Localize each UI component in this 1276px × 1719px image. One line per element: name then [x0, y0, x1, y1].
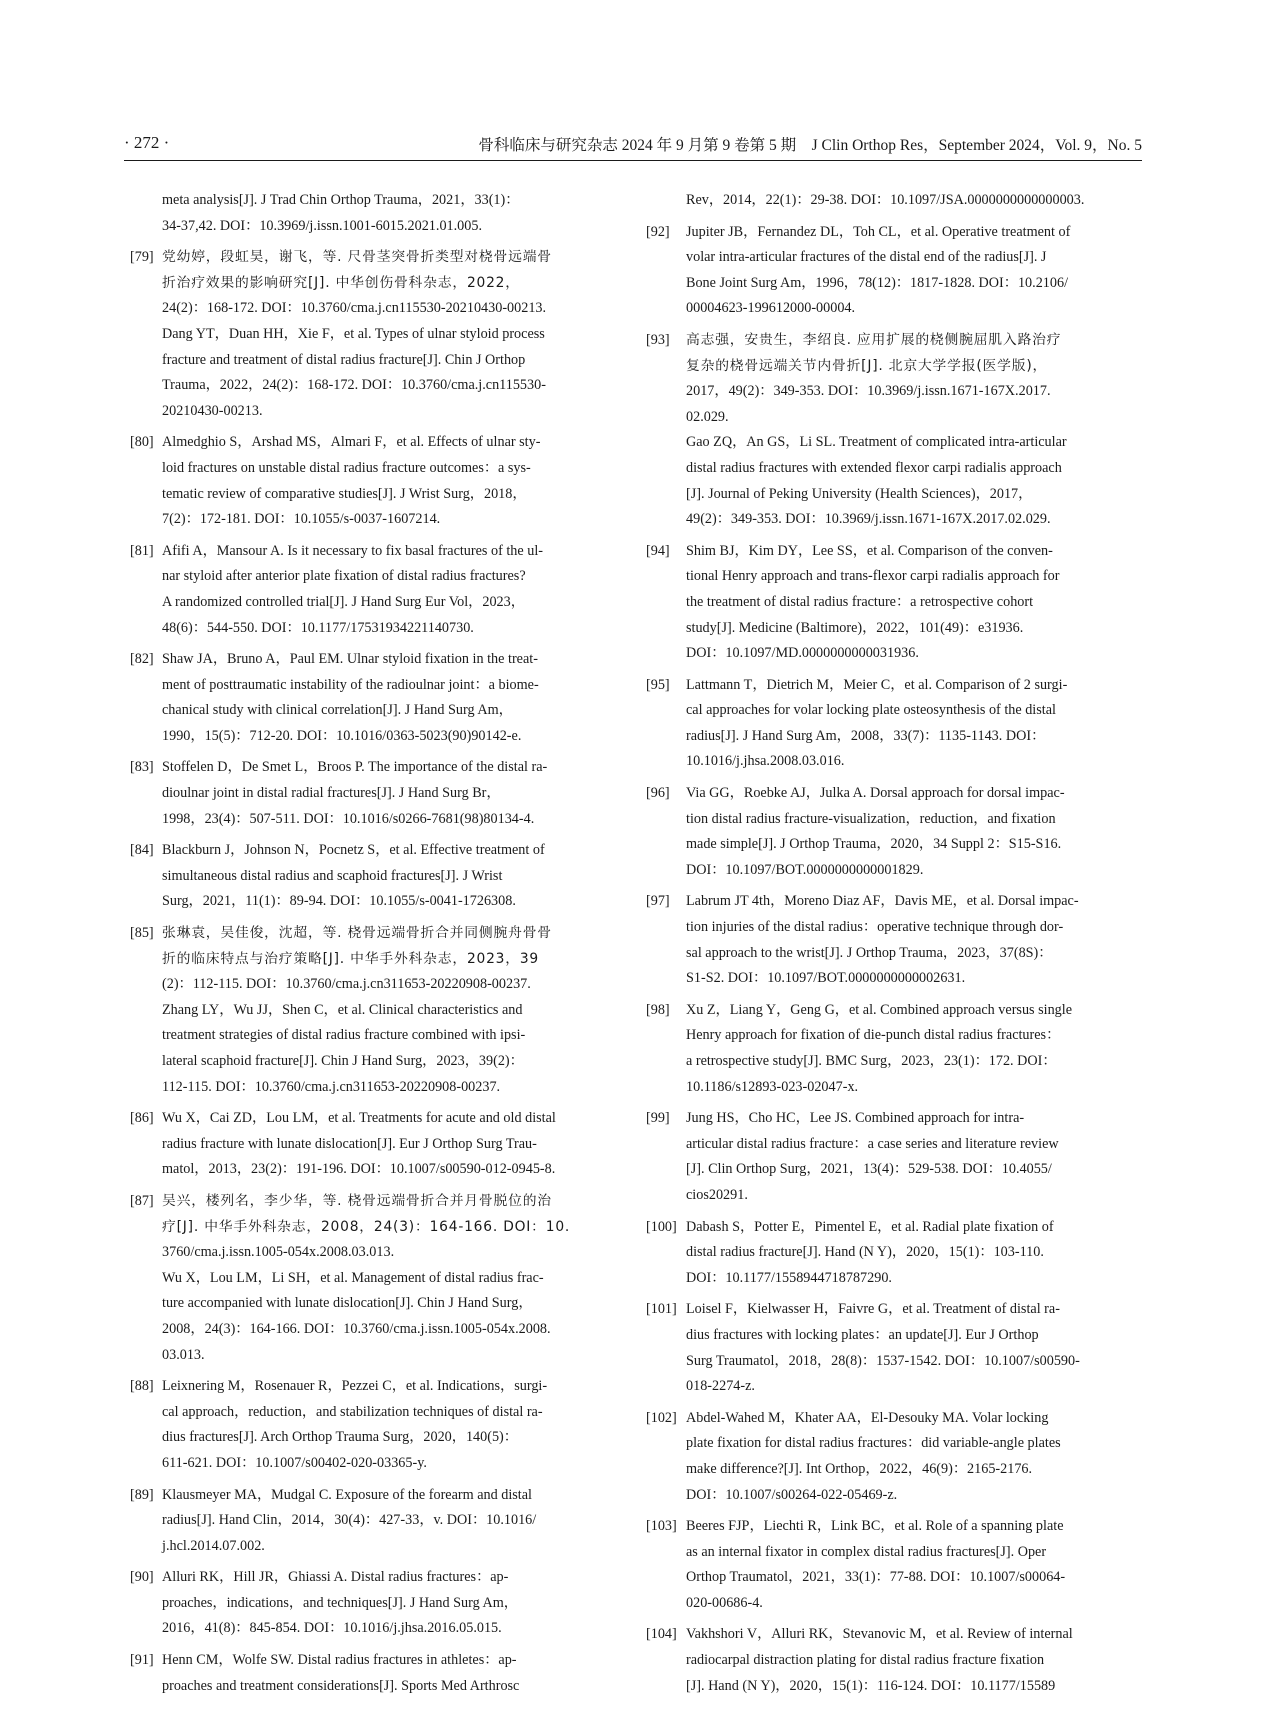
reference-line: Abdel-Wahed M，Khater AA，El-Desouky MA. Volar locking: [686, 1409, 1049, 1426]
reference-text: [162, 921, 598, 1100]
reference-entry: [646, 781, 1114, 883]
reference-line: a retrospective study[J]. BMC Surg，2023，23(1)：172. DOI：: [686, 1053, 1057, 1069]
reference-number: [86]: [130, 1110, 154, 1127]
reference-entry: [646, 1406, 1114, 1508]
reference-line: Zhang LY，Wu JJ，Shen C，et al. Clinical characteristics and: [162, 1001, 523, 1018]
reference-line: A randomized controlled trial[J]. J Hand Surg Eur Vol，2023，: [162, 593, 525, 610]
reference-line: Orthop Traumatol，2021，33(1)：77-88. DOI：10.1007/s00064-: [686, 1569, 1066, 1586]
reference-entry: [646, 1622, 1114, 1699]
reference-number: [100]: [646, 1218, 677, 1235]
reference-entry: [130, 921, 598, 1100]
reference-line: Dang YT，Duan HH，Xie F，et al. Types of ulnar styloid process: [162, 325, 545, 342]
reference-line: 02.029.: [686, 408, 729, 425]
reference-line: tion injuries of the distal radius：operative technique through dor-: [686, 919, 1064, 936]
reference-line: 2016，41(8)：845-854. DOI：10.1016/j.jhsa.2016.05.015.: [162, 1620, 502, 1637]
reference-text: [162, 188, 598, 239]
reference-line: 折治疗效果的影响研究[J]. 中华创伤骨科杂志，2022，: [162, 274, 520, 291]
reference-line: the treatment of distal radius fracture：a retrospective cohort: [686, 593, 1034, 610]
reference-line: Stoffelen D，De Smet L，Broos P. The importance of the distal ra-: [162, 759, 548, 776]
reference-entry: [646, 998, 1114, 1100]
reference-line: [J]. Journal of Peking University (Health Sciences)，2017，: [686, 485, 1033, 502]
reference-line: proaches，indications，and techniques[J]. J Hand Surg Am，: [162, 1594, 518, 1611]
reference-text: [162, 647, 598, 749]
reference-text: [162, 838, 598, 915]
reference-number: [102]: [646, 1409, 677, 1426]
reference-entry: [646, 539, 1114, 667]
reference-line: simultaneous distal radius and scaphoid fractures[J]. J Wrist: [162, 867, 503, 884]
reference-continuation: [130, 188, 598, 239]
reference-text: [162, 1565, 598, 1642]
reference-number: [101]: [646, 1301, 677, 1318]
reference-text: [162, 1106, 598, 1183]
reference-line: tematic review of comparative studies[J]. J Wrist Surg，2018，: [162, 485, 527, 502]
reference-line: DOI：10.1177/1558944718787290.: [686, 1269, 892, 1286]
reference-line: as an internal fixator in complex distal radius fractures[J]. Oper: [686, 1543, 1047, 1560]
reference-number: [84]: [130, 842, 154, 859]
reference-number: [83]: [130, 759, 154, 776]
reference-line: radius fracture with lunate dislocation[J]. Eur J Orthop Surg Trau-: [162, 1135, 537, 1152]
reference-line: dius fractures with locking plates：an update[J]. Eur J Orthop: [686, 1326, 1039, 1343]
reference-text: [686, 998, 1114, 1100]
reference-line: Jupiter JB，Fernandez DL，Toh CL，et al. Operative treatment of: [686, 223, 1071, 240]
reference-number: [81]: [130, 542, 154, 559]
reference-entry: [646, 328, 1114, 533]
reference-line: Trauma，2022，24(2)：168-172. DOI：10.3760/cma.j.cn115530-: [162, 377, 546, 394]
reference-line: dioulnar joint in distal radial fractures[J]. J Hand Surg Br，: [162, 785, 501, 802]
reference-line: Dabash S，Potter E，Pimentel E，et al. Radial plate fixation of: [686, 1218, 1054, 1235]
reference-line: cios20291.: [686, 1186, 748, 1203]
reference-number: [98]: [646, 1001, 670, 1018]
reference-line: Jung HS，Cho HC，Lee JS. Combined approach for intra-: [686, 1110, 1025, 1127]
reference-text: [686, 673, 1114, 775]
reference-entry: [130, 1648, 598, 1699]
reference-line: radius[J]. J Hand Surg Am，2008，33(7)：1135-1143. DOI：: [686, 727, 1046, 744]
reference-text: [686, 539, 1114, 667]
reference-number: [103]: [646, 1518, 677, 1535]
reference-line: distal radius fractures with extended flexor carpi radialis approach: [686, 459, 1062, 476]
reference-line: 20210430-00213.: [162, 402, 263, 419]
reference-line: 48(6)：544-550. DOI：10.1177/17531934221140730.: [162, 619, 474, 636]
reference-line: Wu X，Lou LM，Li SH，et al. Management of distal radius frac-: [162, 1269, 544, 1286]
reference-entry: [646, 220, 1114, 322]
reference-text: [686, 188, 1114, 214]
reference-line: cal approach，reduction，and stabilization techniques of distal ra-: [162, 1403, 543, 1420]
reference-line: Lattmann T，Dietrich M，Meier C，et al. Comparison of 2 surgi-: [686, 676, 1068, 693]
reference-number: [92]: [646, 223, 670, 240]
reference-line: [J]. Hand (N Y)，2020，15(1)：116-124. DOI：10.1177/15589: [686, 1677, 1056, 1694]
reference-line: 2017，49(2)：349-353. DOI：10.3969/j.issn.1671-167X.2017.: [686, 383, 1051, 400]
reference-entry: [130, 1483, 598, 1560]
reference-line: matol，2013，23(2)：191-196. DOI：10.1007/s00590-012-0945-8.: [162, 1161, 556, 1178]
reference-line: 张琳袁，吴佳俊，沈超，等. 桡骨远端骨折合并同侧腕舟骨骨: [162, 925, 552, 942]
reference-text: [686, 328, 1114, 533]
reference-line: study[J]. Medicine (Baltimore)，2022，101(49)：e31936.: [686, 619, 1024, 636]
reference-text: [162, 1648, 598, 1699]
reference-number: [95]: [646, 676, 670, 693]
reference-entry: [130, 1374, 598, 1476]
left-reference-column: [130, 188, 598, 1705]
reference-line: Wu X，Cai ZD，Lou LM，et al. Treatments for acute and old distal: [162, 1110, 556, 1127]
reference-text: [686, 220, 1114, 322]
reference-line: 党幼婷，段虹昊，谢飞，等. 尺骨茎突骨折类型对桡骨远端骨: [162, 249, 552, 266]
reference-text: [686, 1297, 1114, 1399]
reference-entry: [130, 647, 598, 749]
reference-line: Labrum JT 4th，Moreno Diaz AF，Davis ME，et al. Dorsal impac-: [686, 893, 1079, 910]
reference-line: dius fractures[J]. Arch Orthop Trauma Surg，2020，140(5)：: [162, 1429, 518, 1446]
reference-line: Alluri RK，Hill JR，Ghiassi A. Distal radius fractures：ap-: [162, 1569, 509, 1586]
reference-line: 24(2)：168-172. DOI：10.3760/cma.j.cn115530-20210430-00213.: [162, 300, 547, 317]
reference-line: DOI：10.1097/MD.0000000000031936.: [686, 645, 919, 662]
reference-line: 1998，23(4)：507-511. DOI：10.1016/s0266-7681(98)80134-4.: [162, 810, 535, 827]
reference-number: [82]: [130, 651, 154, 668]
reference-entry: [130, 539, 598, 641]
reference-entry: [646, 1106, 1114, 1208]
reference-text: [162, 430, 598, 532]
reference-number: [104]: [646, 1626, 677, 1643]
reference-entry: [646, 1514, 1114, 1616]
reference-text: [686, 1406, 1114, 1508]
reference-line: articular distal radius fracture：a case series and literature review: [686, 1135, 1059, 1152]
reference-entry: [646, 1297, 1114, 1399]
reference-text: [686, 1106, 1114, 1208]
reference-line: 03.013.: [162, 1346, 205, 1363]
reference-entry: [646, 1215, 1114, 1292]
reference-text: [162, 539, 598, 641]
reference-line: Klausmeyer MA，Mudgal C. Exposure of the forearm and distal: [162, 1486, 532, 1503]
reference-line: DOI：10.1007/s00264-022-05469-z.: [686, 1486, 898, 1503]
reference-line: Xu Z，Liang Y，Geng G，et al. Combined approach versus single: [686, 1001, 1072, 1018]
reference-number: [91]: [130, 1652, 154, 1669]
reference-line: plate fixation for distal radius fractures：did variable-angle plates: [686, 1435, 1061, 1452]
reference-line: Gao ZQ，An GS，Li SL. Treatment of complicated intra-articular: [686, 434, 1067, 451]
reference-line: 34-37,42. DOI：10.3969/j.issn.1001-6015.2021.01.005.: [162, 217, 483, 234]
running-title: 骨科临床与研究杂志 2024 年 9 月第 9 卷第 5 期 J Clin Orthop Res，September 2024，Vol. 9，No. 5: [478, 137, 1142, 154]
reference-text: [162, 1374, 598, 1476]
right-reference-column: [646, 188, 1114, 1705]
reference-line: ment of posttraumatic instability of the radioulnar joint：a biome-: [162, 676, 539, 693]
reference-line: Afifi A，Mansour A. Is it necessary to fix basal fractures of the ul-: [162, 542, 543, 559]
reference-line: tional Henry approach and trans-flexor carpi radialis approach for: [686, 568, 1060, 585]
reference-line: Leixnering M，Rosenauer R，Pezzei C，et al. Indications，surgi-: [162, 1378, 548, 1395]
reference-line: 吴兴，楼列名，李少华，等. 桡骨远端骨折合并月骨脱位的治: [162, 1192, 552, 1209]
page-header: [124, 133, 1142, 157]
reference-text: [686, 781, 1114, 883]
page-number: · 272 ·: [124, 133, 170, 152]
reference-line: 020-00686-4.: [686, 1594, 763, 1611]
reference-line: Shaw JA，Bruno A，Paul EM. Ulnar styloid fixation in the treat-: [162, 651, 538, 668]
reference-line: ture accompanied with lunate dislocation[J]. Chin J Hand Surg，: [162, 1295, 533, 1312]
reference-entry: [130, 245, 598, 424]
reference-entry: [646, 673, 1114, 775]
reference-line: 611-621. DOI：10.1007/s00402-020-03365-y.: [162, 1454, 427, 1471]
reference-line: volar intra-articular fractures of the distal end of the radius[J]. J: [686, 249, 1047, 266]
reference-line: Beeres FJP，Liechti R，Link BC，et al. Role of a spanning plate: [686, 1518, 1064, 1535]
reference-number: [85]: [130, 925, 154, 942]
reference-text: [686, 1514, 1114, 1616]
reference-line: Henn CM，Wolfe SW. Distal radius fractures in athletes：ap-: [162, 1652, 517, 1669]
reference-line: treatment strategies of distal radius fracture combined with ipsi-: [162, 1027, 526, 1044]
reference-line: tion distal radius fracture-visualization，reduction，and fixation: [686, 810, 1056, 827]
reference-entry: [130, 1189, 598, 1368]
reference-line: proaches and treatment considerations[J]. Sports Med Arthrosc: [162, 1677, 520, 1694]
reference-number: [79]: [130, 249, 154, 266]
reference-line: 2008，24(3)：164-166. DOI：10.3760/cma.j.issn.1005-054x.2008.: [162, 1320, 551, 1337]
reference-line: nar styloid after anterior plate fixation of distal radius fractures?: [162, 568, 526, 585]
header-rule: [124, 160, 1142, 161]
reference-line: cal approaches for volar locking plate osteosynthesis of the distal: [686, 702, 1056, 719]
reference-line: Shim BJ，Kim DY，Lee SS，et al. Comparison of the conven-: [686, 542, 1053, 559]
reference-line: DOI：10.1097/BOT.0000000000001829.: [686, 861, 924, 878]
reference-text: [162, 1483, 598, 1560]
reference-line: sal approach to the wrist[J]. J Orthop Trauma，2023，37(8S)：: [686, 944, 1053, 961]
reference-number: [94]: [646, 542, 670, 559]
reference-entry: [646, 889, 1114, 991]
reference-line: S1-S2. DOI：10.1097/BOT.0000000000002631.: [686, 970, 966, 987]
reference-line: 1990，15(5)：712-20. DOI：10.1016/0363-5023(90)90142-e.: [162, 727, 522, 744]
reference-line: made simple[J]. J Orthop Trauma，2020，34 Suppl 2：S15-S16.: [686, 836, 1062, 853]
reference-line: 疗[J]. 中华手外科杂志，2008，24(3)：164-166. DOI：10.: [162, 1218, 571, 1235]
reference-text: [686, 1622, 1114, 1699]
reference-entry: [130, 755, 598, 832]
reference-line: make difference?[J]. Int Orthop，2022，46(9)：2165-2176.: [686, 1460, 1033, 1477]
reference-text: [686, 1215, 1114, 1292]
reference-line: 7(2)：172-181. DOI：10.1055/s-0037-1607214.: [162, 511, 441, 528]
reference-number: [96]: [646, 785, 670, 802]
reference-line: Almedghio S，Arshad MS，Almari F，et al. Effects of ulnar sty-: [162, 434, 541, 451]
reference-number: [93]: [646, 331, 670, 348]
reference-line: lateral scaphoid fracture[J]. Chin J Hand Surg，2023，39(2)：: [162, 1053, 524, 1069]
reference-line: Surg，2021，11(1)：89-94. DOI：10.1055/s-0041-1726308.: [162, 893, 516, 910]
reference-line: 高志强，安贵生，李绍良. 应用扩展的桡侧腕屈肌入路治疗: [686, 331, 1062, 348]
reference-number: [88]: [130, 1378, 154, 1395]
reference-number: [99]: [646, 1110, 670, 1127]
reference-line: radius[J]. Hand Clin，2014，30(4)：427-33，v. DOI：10.1016/: [162, 1512, 537, 1529]
reference-number: [87]: [130, 1192, 154, 1209]
reference-continuation: [646, 188, 1114, 214]
reference-text: [162, 755, 598, 832]
reference-line: Rev，2014，22(1)：29-38. DOI：10.1097/JSA.0000000000000003.: [686, 192, 1085, 208]
reference-line: loid fractures on unstable distal radius fracture outcomes：a sys-: [162, 459, 531, 476]
reference-line: 10.1186/s12893-023-02047-x.: [686, 1078, 859, 1095]
reference-entry: [130, 838, 598, 915]
reference-line: Loisel F，Kielwasser H，Faivre G，et al. Treatment of distal ra-: [686, 1301, 1060, 1318]
reference-line: j.hcl.2014.07.002.: [162, 1537, 265, 1554]
reference-line: Henry approach for fixation of die-punch distal radius fractures：: [686, 1027, 1061, 1044]
reference-line: 112-115. DOI：10.3760/cma.j.cn311653-20220908-00237.: [162, 1078, 501, 1095]
reference-line: 018-2274-z.: [686, 1378, 755, 1395]
reference-line: Via GG，Roebke AJ，Julka A. Dorsal approach for dorsal impac-: [686, 785, 1065, 802]
reference-line: 折的临床特点与治疗策略[J]. 中华手外科杂志，2023，39: [162, 950, 540, 967]
reference-entry: [130, 1565, 598, 1642]
reference-text: [686, 889, 1114, 991]
reference-line: [J]. Clin Orthop Surg，2021，13(4)：529-538. DOI：10.4055/: [686, 1161, 1052, 1178]
reference-line: 00004623-199612000-00004.: [686, 300, 856, 317]
reference-line: Blackburn J，Johnson N，Pocnetz S，et al. Effective treatment of: [162, 842, 545, 859]
reference-number: [90]: [130, 1569, 154, 1586]
reference-line: 3760/cma.j.issn.1005-054x.2008.03.013.: [162, 1244, 395, 1261]
reference-line: 49(2)：349-353. DOI：10.3969/j.issn.1671-167X.2017.02.029.: [686, 511, 1051, 528]
reference-line: Surg Traumatol，2018，28(8)：1537-1542. DOI：10.1007/s00590-: [686, 1352, 1080, 1369]
reference-line: chanical study with clinical correlation[J]. J Hand Surg Am，: [162, 702, 513, 719]
reference-line: (2)：112-115. DOI：10.3760/cma.j.cn311653-20220908-00237.: [162, 976, 531, 993]
reference-line: radiocarpal distraction plating for distal radius fracture fixation: [686, 1652, 1045, 1669]
reference-line: Vakhshori V，Alluri RK，Stevanovic M，et al. Review of internal: [686, 1626, 1073, 1643]
reference-line: fracture and treatment of distal radius fracture[J]. Chin J Orthop: [162, 351, 526, 368]
reference-line: 10.1016/j.jhsa.2008.03.016.: [686, 753, 845, 770]
reference-number: [89]: [130, 1486, 154, 1503]
reference-line: meta analysis[J]. J Trad Chin Orthop Trauma，2021，33(1)：: [162, 192, 520, 208]
reference-entry: [130, 430, 598, 532]
reference-number: [97]: [646, 893, 670, 910]
reference-number: [80]: [130, 434, 154, 451]
reference-entry: [130, 1106, 598, 1183]
reference-line: distal radius fracture[J]. Hand (N Y)，2020，15(1)：103-110.: [686, 1244, 1044, 1261]
reference-text: [162, 1189, 598, 1368]
reference-line: 复杂的桡骨远端关节内骨折[J]. 北京大学学报(医学版)，: [686, 357, 1048, 374]
reference-text: [162, 245, 598, 424]
reference-line: Bone Joint Surg Am，1996，78(12)：1817-1828. DOI：10.2106/: [686, 274, 1069, 291]
